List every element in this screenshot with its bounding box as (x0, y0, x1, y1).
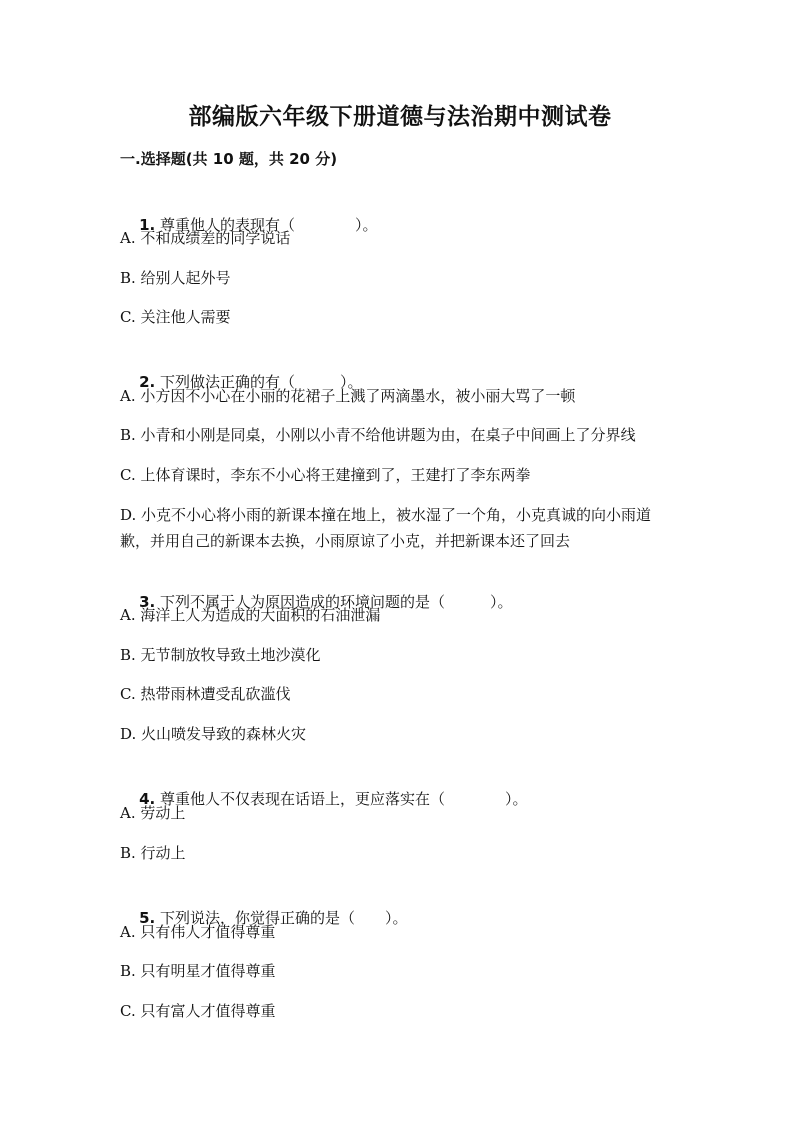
question-4 (120, 760, 680, 838)
question-3-option-b: B. 无节制放牧导致土地沙漠化 (120, 646, 321, 664)
question-5-option-a: A. 只有伟人才值得尊重 (120, 923, 276, 941)
question-number: 2. (139, 373, 156, 391)
question-2-option-c: C. 上体育课时，李东不小心将王建撞到了，王建打了李东两拳 (120, 466, 531, 484)
question-2-option-d: D. 小克不小心将小雨的新课本撞在地上，被水湿了一个角，小克真诚的向小雨道歉，并用自己的新课本去换，小雨原谅了小克，并把新课本还了回去 (120, 506, 652, 550)
question-number: 4. (139, 790, 156, 808)
question-5-option-b: B. 只有明星才值得尊重 (120, 962, 276, 980)
question-1-option-a: A. 不和成绩差的同学说话 (120, 229, 291, 247)
question-text: 下列不属于人为原因造成的环境问题的是（ ）。 (155, 593, 513, 611)
question-4-option-a: A. 劳动上 (120, 804, 186, 822)
question-1-option-b: B. 给别人起外号 (120, 269, 231, 287)
question-2-option-a: A. 小方因不小心在小丽的花裙子上溅了两滴墨水，被小丽大骂了一顿 (120, 387, 576, 405)
question-text: 尊重他人的表现有（ ）。 (155, 216, 378, 234)
page-title: 部编版六年级下册道德与法治期中测试卷 (188, 103, 612, 130)
question-text: 下列做法正确的有（ ）。 (155, 373, 363, 391)
question-text: 尊重他人不仅表现在话语上，更应落实在（ ）。 (155, 790, 528, 808)
question-number: 1. (139, 216, 156, 234)
question-5 (120, 879, 680, 957)
question-5-option-c: C. 只有富人才值得尊重 (120, 1002, 276, 1020)
question-text: 下列说法，你觉得正确的是（ ）。 (155, 909, 408, 927)
question-number: 5. (139, 909, 156, 927)
question-2 (120, 343, 680, 421)
question-3-option-d: D. 火山喷发导致的森林火灾 (120, 725, 307, 743)
section-heading: 一.选择题(共 10 题，共 20 分) (120, 150, 338, 168)
question-2-option-b: B. 小青和小刚是同桌，小刚以小青不给他讲题为由，在桌子中间画上了分界线 (120, 426, 636, 444)
question-3-option-c: C. 热带雨林遭受乱砍滥伐 (120, 685, 291, 703)
question-number: 3. (139, 593, 156, 611)
question-4-option-b: B. 行动上 (120, 844, 186, 862)
question-3-option-a: A. 海洋上人为造成的大面积的石油泄漏 (120, 606, 381, 624)
question-1-option-c: C. 关注他人需要 (120, 308, 231, 326)
